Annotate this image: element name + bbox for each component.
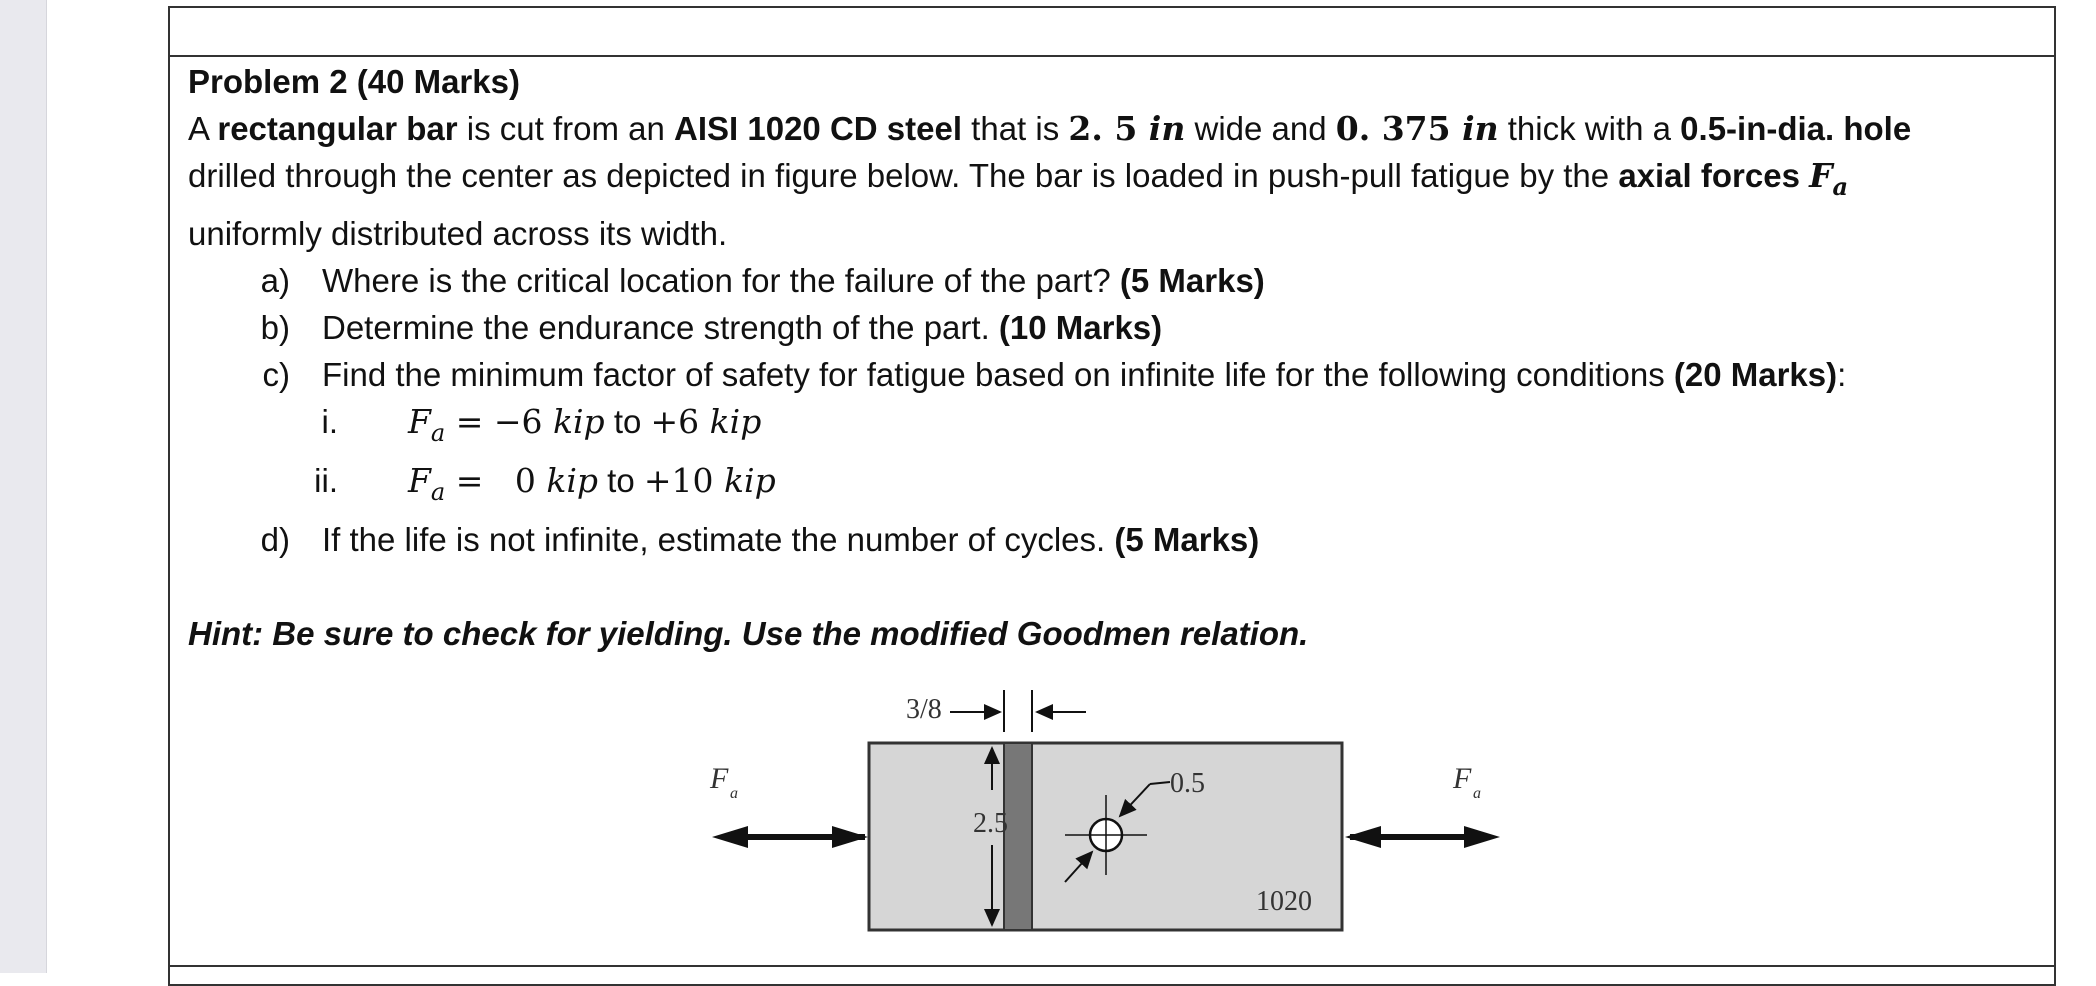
force-left-head-l (712, 826, 748, 848)
force-left-label: F (710, 762, 729, 795)
condition-ii: ii. $F_a = 0$ kip to +10 kip (314, 461, 776, 506)
problem-content (188, 58, 2048, 657)
dim-top-label: 3/8 (906, 694, 942, 725)
critical-section-strip (1004, 743, 1032, 930)
intro-line-1: A rectangular bar is cut from an AISI 1020 CD steel that is 2. 5 in wide and 0. 375 in thick with a 0.5-in-dia. hole (188, 109, 1912, 148)
force-right-label: F (1453, 762, 1472, 795)
table-bottom-border (168, 965, 2056, 967)
intro-line-3: uniformly distributed across its width. (188, 215, 728, 252)
force-left-head-r (832, 826, 868, 848)
dim-hole-label: 0.5 (1170, 768, 1205, 799)
table-row-divider (170, 55, 2054, 57)
question-a: a) Where is the critical location for the failure of the part? (5 Marks) (260, 262, 1265, 299)
intro-line-2: drilled through the center as depicted in figure below. The bar is loaded in push-pull fatigue by the axial forces $F_a$ (188, 156, 1849, 201)
page-gutter (0, 0, 47, 973)
question-b: b) Determine the endurance strength of the part. (10 Marks) (260, 309, 1163, 346)
question-c: c) Find the minimum factor of safety for fatigue based on infinite life for the following conditions (20 Marks): (262, 356, 1847, 393)
dim-width-label: 2.5 (973, 808, 1008, 839)
force-right-head-r (1464, 826, 1500, 848)
force-right-head-l (1345, 826, 1381, 848)
problem-title: Problem 2 (40 Marks) (188, 63, 520, 100)
bar-figure (700, 680, 1520, 940)
hint-text: Hint: Be sure to check for yielding. Use the modified Goodmen relation. (188, 615, 1309, 652)
material-label: 1020 (1256, 886, 1312, 917)
force-right-sub: a (1473, 785, 1481, 802)
question-d: d) If the life is not infinite, estimate the number of cycles. (5 Marks) (260, 521, 1260, 558)
condition-i: i. $F_a = -6$ kip to +6 kip (321, 402, 762, 447)
force-left-sub: a (730, 785, 738, 802)
